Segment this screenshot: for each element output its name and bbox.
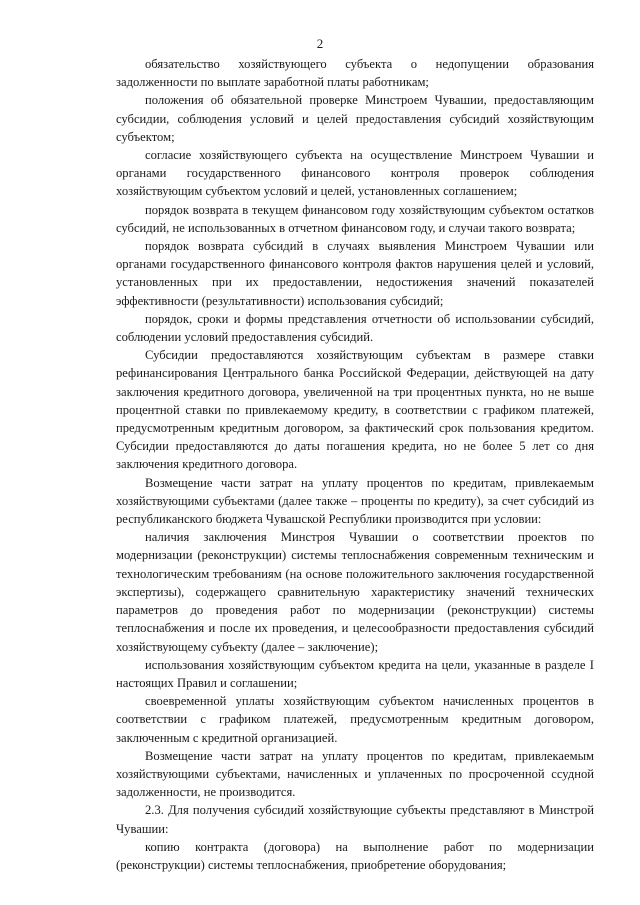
paragraph: Субсидии предоставляются хозяйствующим субъектам в размере ставки рефинансирования Центрального банка Российской Федерации, действующей на дату заключения кредитного договора, увеличенной на три процентных пункта, но не выше процентной ставки по привлекаемому кредиту, в соответствии с графиком платежей, предусмотренным кредитным договором, за фактический срок пользования кредитом. Субсидии предоставляются до даты погашения кредита, но не более 5 лет со дня заключения кредитного договора.	[116, 348, 594, 472]
paragraph: Возмещение части затрат на уплату процентов по кредитам, привлекаемым хозяйствующими субъектами (далее также – проценты по кредиту), за счет субсидий из республиканского бюджета Чувашской Республики производится при условии:	[116, 475, 594, 527]
paragraph: Возмещение части затрат на уплату процентов по кредитам, привлекаемым хозяйствующими субъектами, начисленных и уплаченных по просроченной ссудной задолженности, не производится.	[116, 748, 594, 800]
paragraph: копию контракта (договора) на выполнение работ по модернизации (реконструкции) системы теплоснабжения, приобретение оборудования;	[116, 839, 594, 872]
paragraph: использования хозяйствующим субъектом кредита на цели, указанные в разделе I настоящих Правил и соглашении;	[116, 657, 594, 690]
paragraph: порядок, сроки и формы представления отчетности об использовании субсидий, соблюдении условий предоставления субсидий.	[116, 311, 594, 345]
page-number: 2	[316, 36, 324, 51]
paragraph: обязательство хозяйствующего субъекта о недопущении образования задолженности по выплате заработной платы работникам;	[116, 57, 594, 90]
paragraph: порядок возврата субсидий в случаях выявления Минстроем Чувашии или органами государственного финансового контроля фактов нарушения целей и условий, установленных при их предоставлении, недостижения значений показателей эффективности (результативности) использования субсидий;	[116, 239, 594, 308]
document-body	[116, 55, 594, 874]
paragraph: 2.3. Для получения субсидий хозяйствующие субъекты представляют в Минстрой Чувашии:	[116, 803, 594, 836]
paragraph: наличия заключения Минстроя Чувашии о соответствии проектов по модернизации (реконструкции) системы теплоснабжения современным техническим и технологическим требованиям (на основе положительного заключения государственной экспертизы), содержащего сравнительную характеристику значений технических параметров до проведения работ по модернизации (реконструкции) системы теплоснабжения и после их проведения, и целесообразности предоставления субсидий хозяйствующему субъекту (далее – заключение);	[116, 530, 594, 654]
paragraph: своевременной уплаты хозяйствующим субъектом начисленных процентов в соответствии с графиком платежей, предусмотренным кредитным договором, заключенным с кредитной организацией.	[116, 694, 594, 745]
paragraph: порядок возврата в текущем финансовом году хозяйствующим субъектом остатков субсидий, не использованных в отчетном финансовом году, и случаи такого возврата;	[116, 202, 594, 235]
paragraph: согласие хозяйствующего субъекта на осуществление Минстроем Чувашии и органами государственного финансового контроля проверок соблюдения хозяйствующим субъектом условий и целей, установленных соглашением;	[116, 148, 594, 199]
paragraph: положения об обязательной проверке Минстроем Чувашии, предоставляющим субсидии, соблюдения условий и целей предоставления субсидий хозяйствующим субъектом;	[116, 93, 594, 144]
